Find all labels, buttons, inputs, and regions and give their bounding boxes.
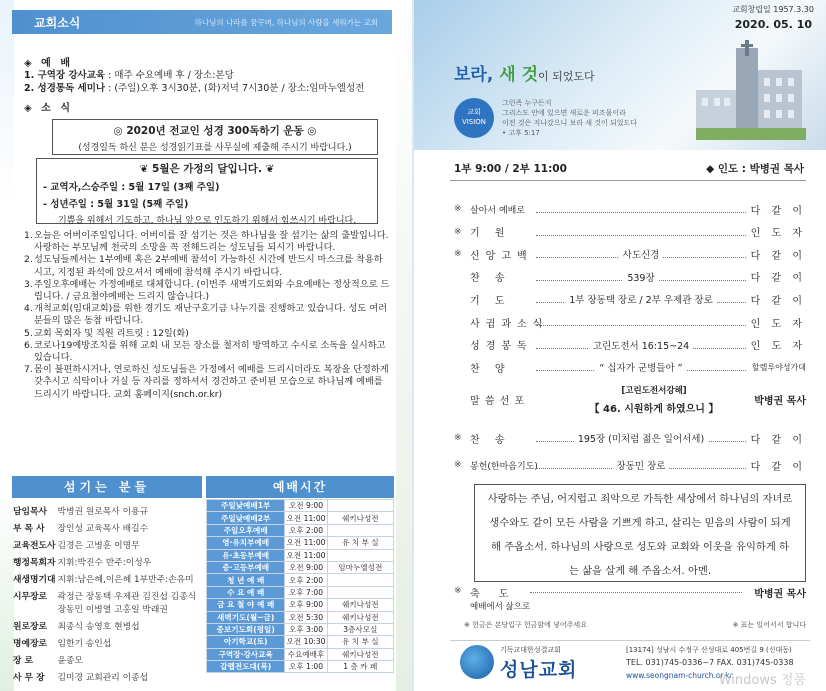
vision-banner — [414, 0, 826, 150]
worship-order-row: ※ 기 원 인 도 자 — [454, 226, 806, 240]
denomination: 기독교대한성결교회 — [500, 646, 561, 654]
sermon-title: 【 46. 시원하게 하였으니 】 — [589, 404, 719, 415]
schedule-row: 주일낮예배2부 오전 11:00 쉐키나성전 — [207, 512, 394, 524]
schedule-table — [206, 499, 394, 673]
prayer-box: 사랑하는 주님, 어지럽고 죄악으로 가득한 세상에서 하나님의 자녀로 생수와도 같이 모든 사람을 기쁘게 하고, 살리는 믿음의 사람이 되게 해 주옵소서. 하나님의 사랑으로 성도와 교회와 이웃을 유익하게 하는 삶을 살게 해 주옵소서. 아멘. — [474, 484, 806, 582]
standing-note: ※ 표는 일어서서 합니다 — [732, 621, 806, 629]
benediction-sub: 예배에서 삶으로 — [470, 602, 531, 612]
schedule-row: 영·유치부예배 오전 11:00 유 치 부 실 — [207, 537, 394, 549]
worship-section-head: ◈ 예 배 — [24, 58, 73, 69]
church-building-icon — [696, 40, 806, 140]
staff-header: 섬기는 분들 — [12, 476, 202, 498]
family-month-title: ❦ 5월은 가정의 달입니다. ❦ — [139, 163, 275, 175]
staff-row: 행정목회자 지휘:박진수 반주:이성우 — [13, 558, 152, 568]
staff-row: 장 로 윤종모 — [13, 656, 83, 666]
notice-item: 6. 코로나19예방조치를 위해 교회 내 모든 장소를 철저히 방역하고 수시로 소독을 실시하고 있습니다. — [24, 339, 386, 364]
bible-campaign-box — [52, 119, 378, 155]
benediction-label: 축 도 — [470, 589, 517, 600]
right-page — [414, 0, 826, 691]
staff-row: 원로장로 최종식 송영호 현병섭 — [13, 622, 140, 632]
schedule-row: 수 요 예 배 오후 7:00 — [207, 586, 394, 598]
notice-item: 4. 개척교회(임대교회)를 위한 경기도 재난구호기금 나누기를 진행하고 있습니다. 성도 여러분들의 많은 동참 바랍니다. — [24, 303, 387, 327]
family-month-row-1: - 교역자,스승주일 : 5월 17일 (3째 주일) — [43, 182, 220, 193]
staff-row: 담임목사 박병권 원로목사 이용규 — [13, 507, 149, 517]
notice-item: 1. 오늘은 어버이주일입니다. 어버이를 잘 섬기는 것은 하나님을 잘 섬기는 삶의 출발입니다. 사랑하는 부모님께 천국의 소망을 꼭 전해드리는 성도님들 되시기 바랍니다. — [24, 230, 389, 254]
worship-item-2: 2. 성경통독 세미나 : (주일)오후 3시30분, (화)저녁 7시30분 / 장소:임마누엘성전 — [24, 83, 365, 94]
established-date: 교회창립일 1957.3.30 — [732, 5, 814, 14]
campaign-title: ◎ 2020년 전교인 성경 300독하기 운동 ◎ — [113, 125, 317, 137]
sermon-label: 말 씀 선 포 — [470, 396, 526, 407]
notice-list — [24, 230, 390, 401]
schedule-row: 아기학교(토) 오전 10:30 유 치 부 실 — [207, 636, 394, 648]
worship-order-row: ※ 살아서 예배로 다 같 이 — [454, 204, 806, 217]
staff-panel — [12, 476, 202, 686]
staff-row: 부 목 사 장인성 교육목사 배길수 — [13, 524, 149, 534]
worship-order-row: 기 도 1부 장동택 장로 / 2부 우제관 장로 다 같 이 — [470, 295, 806, 307]
family-month-box — [36, 158, 378, 224]
church-phone: TEL. 031)745-0336~7 FAX. 031)745-0338 — [626, 658, 794, 667]
worship-order-row: 찬 양 “ 십자가 군병들아 ” 할렐루야성가대 — [470, 362, 806, 375]
footnote — [464, 620, 806, 630]
service-preacher: ◆ 인도 : 박병권 목사 — [706, 163, 804, 175]
worship-order-row: ※ 신앙고백 사도신경 다 같 이 — [454, 249, 806, 262]
windows-watermark: Windows 정품 — [718, 673, 806, 688]
sermon-reference: [고린도전서강해] — [621, 386, 687, 396]
church-website[interactable]: www.seongnam-church.or.kr — [626, 671, 733, 680]
church-news-subtitle: 하나님의 나라를 꿈꾸며, 하나님의 사람을 세워가는 교회 — [194, 17, 378, 27]
divider — [450, 180, 806, 181]
benediction-row: ※ 축 도 박병권 목사 예배에서 삶으로 — [454, 586, 806, 612]
schedule-row: 갈렙전도대(목) 오후 1:00 1 층 카 페 — [207, 661, 394, 673]
news-section-head: ◈ 소 식 — [24, 103, 73, 114]
staff-row: 명예장로 임한기 송인섭 — [13, 639, 112, 649]
schedule-row: 주일낮예배1부 오전 9:00 — [207, 500, 394, 512]
staff-row: 교육전도사 김경은 고병훈 이명무 — [13, 541, 140, 551]
worship-order-row: 찬 송 539장 다 같 이 — [470, 272, 806, 285]
slogan: 보라, 새 것이 되었도다 — [454, 65, 595, 85]
notice-item: 2. 성도님들께서는 1부예배 혹은 2부예배 참석이 가능하신 시간에 반드시 마스크를 착용하시고, 지정된 좌석에 앉으셔서 예배에 참석해 주시기 바랍니다. — [24, 254, 383, 278]
worship-order-row: 사귐과소식 인 도 자 — [470, 318, 806, 330]
schedule-row: 유·초등부예배 오전 11:00 — [207, 549, 394, 561]
schedule-row: 구역장·강사교육 수요예배후 쉐키나성전 — [207, 648, 394, 660]
schedule-row: 청 년 예 배 오후 2:00 — [207, 574, 394, 586]
schedule-row: 새벽기도(월~금) 오전 5:30 쉐키나성전 — [207, 611, 394, 623]
staff-row: 시무장로 곽정근 장동택 우제관 김진섭 김종식 장동민 이병열 고홍일 박래권 — [13, 592, 197, 615]
worship-item-1: 1. 구역장 강사교육 : 매주 수요예배 후 / 장소:본당 — [24, 70, 234, 81]
vision-verse: 그런즉 누구든지 그리스도 안에 있으면 새로운 피조물이라 이전 것은 지나갔으니 보라 새 것이 되었도다 • 고후 5:17 — [502, 99, 638, 137]
notice-item: 5. 교회 목회자 및 직원 리트릿 : 12일(화) — [24, 327, 189, 339]
staff-table — [12, 502, 202, 685]
church-news-header — [12, 10, 392, 34]
schedule-row: 중보기도회(평일) 오후 3:00 3층사모실 — [207, 623, 394, 635]
campaign-subtitle: (성경일독 하신 분은 성경읽기표를 사무실에 제출해 주시기 바랍니다.) — [78, 143, 352, 153]
worship-order-row: ※ 봉헌(한마음기도) 장동민 장로 다 같 이 — [454, 460, 806, 473]
sermon-row — [454, 384, 806, 420]
notice-item: 3. 주일오후예배는 가정예배로 대체합니다. (이번주 새벽기도회와 수요예배는 정상적으로 드립니다. / 금요철야예배는 드리지 않습니다.) — [24, 278, 390, 303]
family-month-row-2: - 성년주일 : 5월 31일 (5째 주일) — [43, 199, 189, 210]
vision-badge: 교회 VISION — [454, 98, 494, 138]
staff-row: 사 무 장 김미경 교회관리 이종섭 — [13, 673, 149, 683]
church-logo-icon — [460, 645, 494, 679]
church-address: [13174] 성남시 수정구 산성대로 405번길 9 (신대동) — [626, 646, 792, 654]
schedule-header: 예배시간 — [206, 476, 394, 498]
schedule-row: 금 요 철 야 예 배 오후 9:00 쉐키나성전 — [207, 599, 394, 611]
church-news-title: 교회소식 — [34, 15, 81, 30]
worship-order-row: ※ 찬 송 195장 (미처럼 젊은 일어서세) 다 같 이 — [454, 433, 806, 446]
notice-item: 7. 몸이 불편하시거나, 연로하신 성도님들은 가정에서 예배를 드리시더라도 복장을 단정하게 갖추시고 식탁이나 거실 등 자리를 정하셔서 경건하고 준비된 모습으로 하나님께 예배를 드리시기 바랍니다. 교회 홈페이지(snch.or.kr) — [24, 364, 389, 400]
benediction-preacher: 박병권 목사 — [754, 589, 806, 600]
family-month-row-3: 기쁨을 위해서 기도하고, 하나님 앞으로 인도하기 위해서 힘쓰시기 바랍니다. — [57, 216, 357, 226]
service-time: 1부 9:00 / 2부 11:00 — [454, 163, 567, 175]
staff-row: 새생명기대 지휘:남은혜,이은혜 1부반주:손유미 — [13, 575, 194, 585]
bulletin-date: 2020. 05. 10 — [734, 18, 812, 31]
worship-order-row: 성경봉독 고린도전서 16:15~24 인 도 자 — [470, 340, 806, 353]
offering-note: ※ 헌금은 본당입구 헌금함에 넣어주세요 — [464, 621, 587, 629]
schedule-row: 주일오후예배 오후 2:00 — [207, 524, 394, 536]
church-name: 성남교회 — [500, 659, 578, 681]
church-footer — [450, 640, 810, 688]
sermon-preacher: 박병권 목사 — [754, 396, 806, 407]
schedule-panel — [206, 476, 394, 686]
schedule-row: 중·고등부예배 오전 9:00 임마누엘성전 — [207, 561, 394, 573]
